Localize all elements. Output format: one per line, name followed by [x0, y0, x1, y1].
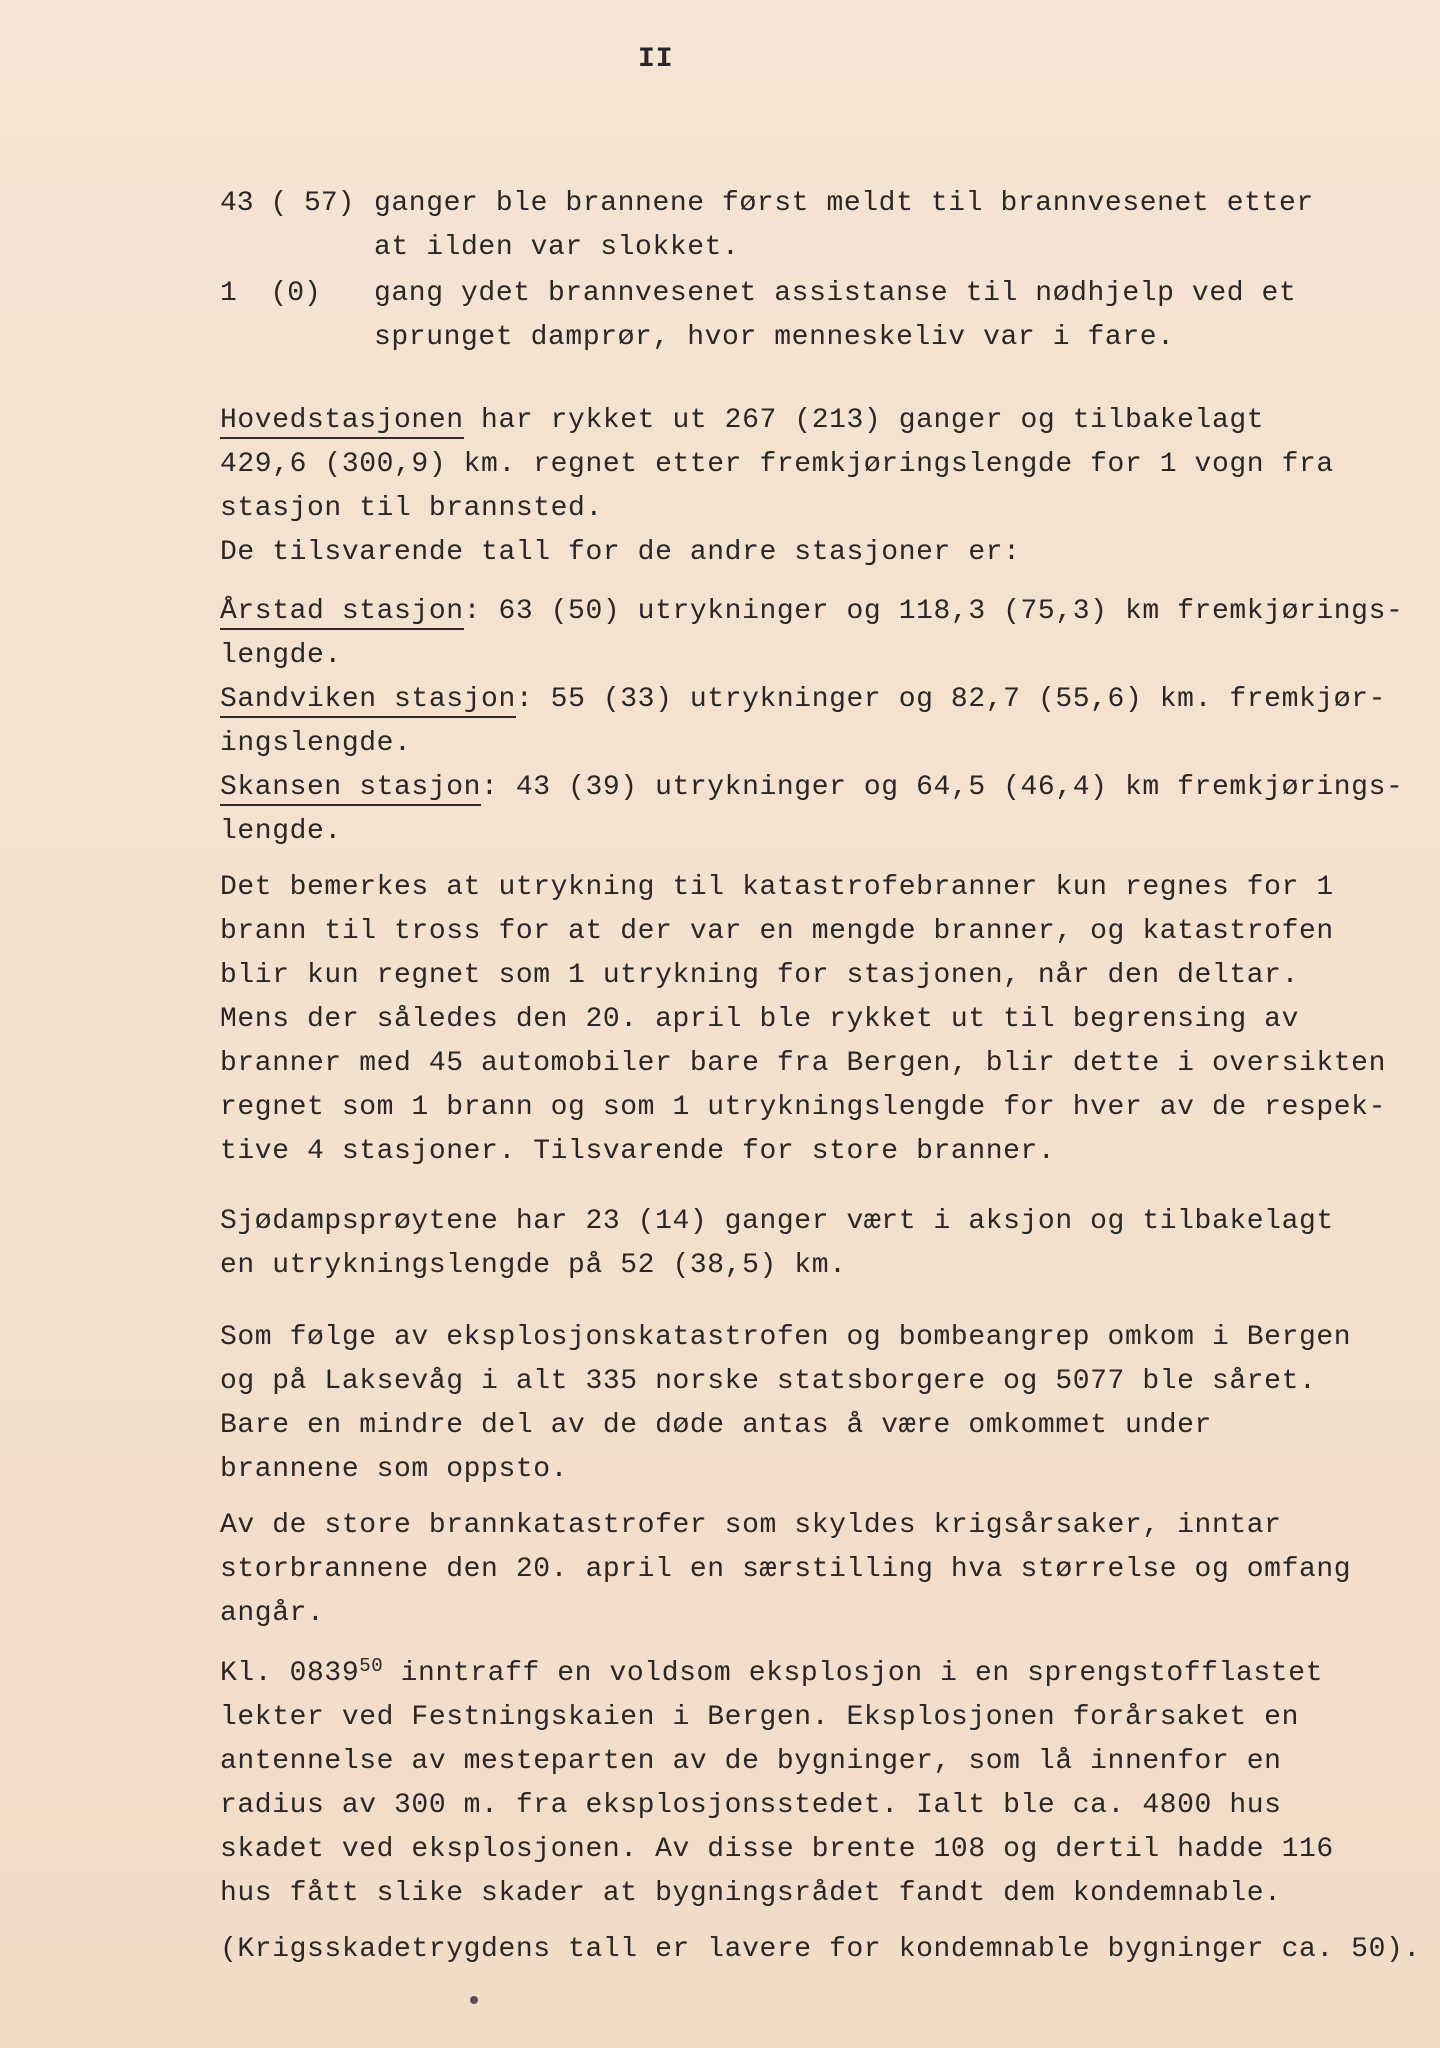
text-line: hus fått slike skader at bygningsrådet fandt dem kondemnable.: [220, 1878, 1282, 1909]
text-line: lengde.: [220, 816, 342, 847]
text-line: Av de store brannkatastrofer som skyldes krigsårsaker, inntar: [220, 1510, 1282, 1541]
hovedstasjon-line-1: [220, 403, 1264, 439]
station-line: [220, 770, 1403, 806]
text-segment: inntraff en voldsom eksplosjon i en sprengstofflastet: [383, 1658, 1323, 1689]
text-line: sprunget damprør, hvor menneskeliv var i fare.: [374, 322, 1175, 353]
text-line: Bare en mindre del av de døde antas å være omkommet under: [220, 1410, 1212, 1441]
page-number: II: [638, 44, 674, 75]
text-line: tive 4 stasjoner. Tilsvarende for store branner.: [220, 1136, 1056, 1167]
time-prefix: Kl. 0839: [220, 1658, 360, 1689]
text-line: Som følge av eksplosjonskatastrofen og bombeangrep omkom i Bergen: [220, 1322, 1352, 1353]
text-line: angår.: [220, 1598, 325, 1629]
text-segment: : 55 (33) utrykninger og 82,7 (55,6) km. fremkjør-: [515, 684, 1386, 715]
text-line: Mens der således den 20. april ble rykket ut til begrensing av: [220, 1004, 1299, 1035]
text-segment: : 63 (50) utrykninger og 118,3 (75,3) km fremkjørings-: [463, 596, 1404, 627]
text-line: 429,6 (300,9) km. regnet etter fremkjøringslengde for 1 vogn fra: [220, 449, 1334, 480]
text-line: [220, 1656, 1323, 1692]
station-heading: Sandviken stasjon: [220, 684, 516, 718]
text-line: gang ydet brannvesenet assistanse til nødhjelp ved et: [374, 278, 1297, 309]
text-line: at ilden var slokket.: [374, 232, 740, 263]
text-line: ingslengde.: [220, 728, 412, 759]
text-line: blir kun regnet som 1 utrykning for stasjonen, når den deltar.: [220, 960, 1299, 991]
text-line: brannene som oppsto.: [220, 1454, 569, 1485]
text-line: og på Laksevåg i alt 335 norske statsborgere og 5077 ble såret.: [220, 1366, 1317, 1397]
text-line: stasjon til brannsted.: [220, 493, 603, 524]
text-line: radius av 300 m. fra eksplosjonsstedet. Ialt ble ca. 4800 hus: [220, 1790, 1282, 1821]
text-line: skadet ved eksplosjonen. Av disse brente 108 og dertil hadde 116: [220, 1834, 1334, 1865]
text-line: (Krigsskadetrygdens tall er lavere for kondemnable bygninger ca. 50).: [220, 1934, 1421, 1965]
station-heading: Hovedstasjonen: [220, 405, 464, 439]
text-line: Det bemerkes at utrykning til katastrofebranner kun regnes for 1: [220, 872, 1334, 903]
text-line: Sjødampsprøytene har 23 (14) ganger vært i aksjon og tilbakelagt: [220, 1206, 1334, 1237]
text-line: De tilsvarende tall for de andre stasjoner er:: [220, 537, 1021, 568]
station-heading: Årstad stasjon: [220, 596, 464, 630]
text-line: ganger ble brannene først meldt til brannvesenet etter: [374, 188, 1314, 219]
text-line: antennelse av mesteparten av de bygninger, som lå innenfor en: [220, 1746, 1282, 1777]
count-label: 43 ( 57): [220, 188, 355, 219]
text-line: brann til tross for at der var en mengde branner, og katastrofen: [220, 916, 1334, 947]
text-line: branner med 45 automobiler bare fra Bergen, blir dette i oversikten: [220, 1048, 1386, 1079]
text-line: lekter ved Festningskaien i Bergen. Eksplosjonen forårsaket en: [220, 1702, 1299, 1733]
text-segment: har rykket ut 267 (213) ganger og tilbakelagt: [463, 405, 1265, 436]
text-line: regnet som 1 brann og som 1 utrykningslengde for hver av de respek-: [220, 1092, 1386, 1123]
station-line: [220, 682, 1386, 718]
text-line: storbrannene den 20. april en særstilling hva størrelse og omfang: [220, 1554, 1352, 1585]
text-line: lengde.: [220, 640, 342, 671]
station-heading: Skansen stasjon: [220, 772, 481, 806]
text-line: en utrykningslengde på 52 (38,5) km.: [220, 1250, 847, 1281]
station-line: [220, 594, 1403, 630]
ink-dot: [470, 1996, 478, 2004]
time-superscript: 50: [359, 1655, 384, 1677]
count-label: 1 (0): [220, 278, 321, 309]
text-segment: : 43 (39) utrykninger og 64,5 (46,4) km fremkjørings-: [481, 772, 1404, 803]
